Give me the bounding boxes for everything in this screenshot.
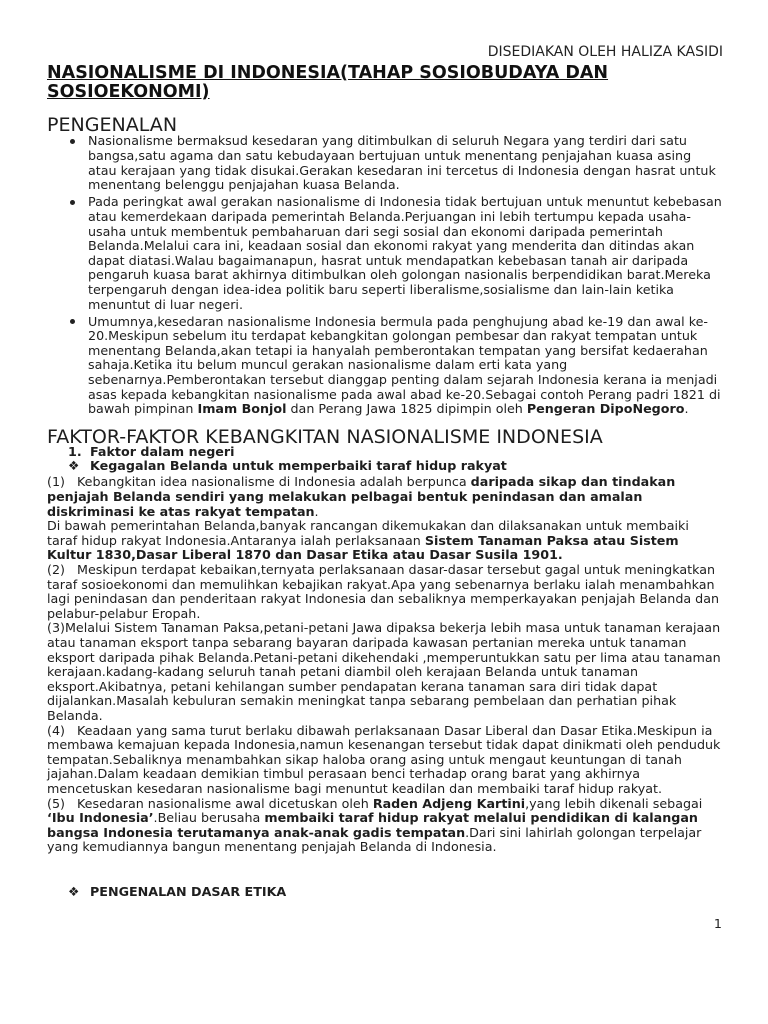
paragraph-bold-text: membaiki taraf hidup rakyat melalui pendidikan di kalangan bangsa Indonesia terutamanya anak-anak gadis tempatan	[47, 810, 698, 840]
paragraph-bold-text: daripada sikap dan tindakan penjajah Belanda sendiri yang melakukan pelbagai bentuk penindasan dan amalan diskriminasi ke atas rakyat tempatan	[47, 474, 676, 519]
paragraph-number: (4)	[47, 722, 65, 738]
factor-sub-item-label: Kegagalan Belanda untuk memperbaiki taraf hidup rakyat	[90, 458, 507, 474]
paragraph-text: .Dari sini lahirlah golongan terpelajar yang kemudiannya bangun menentang penjajah Belanda di Indonesia.	[47, 824, 702, 855]
bullet-text: Umumnya,kesedaran nasionalisme Indonesia bermula pada penghujung abad ke-19 dan awal ke-20.Meskipun sebelum itu terdapat kebangkitan golongan pembesar dan rakyat tempatan untuk menentang Belanda,akan tetapi ia hanyalah pemberontakan tempatan yang bersifat kedaerahan sahaja.Ketika itu belum muncul gerakan nasionalisme dalam erti kata yang sebenarnya.Pemberontakan tersebut dianggap penting dalam sejarah Indonesia kerana ia menjadi asas kepada kebangkitan nasionalisme pada awal abad ke-20.Sebagai contoh Perang padri 1821 di bawah pimpinan	[88, 313, 721, 417]
factor-paragraph-5	[47, 797, 723, 855]
intro-bullet-item	[88, 134, 723, 192]
section-heading-pengenalan: PENGENALAN	[47, 113, 178, 136]
paragraph-number: (5)	[47, 795, 65, 811]
section-heading-faktor: FAKTOR-FAKTOR KEBANGKITAN NASIONALISME INDONESIA	[47, 426, 603, 449]
factor-paragraph-3	[47, 621, 723, 723]
paragraph-text: Kesedaran nasionalisme awal dicetuskan oleh	[77, 795, 373, 811]
intro-bullet-item	[88, 315, 723, 417]
document-page	[47, 44, 723, 899]
intro-bullet-item	[88, 195, 723, 312]
factor-item-label: Faktor dalam negeri	[90, 443, 235, 459]
bullet-bold-text: Imam Bonjol	[197, 401, 287, 417]
bullet-dot-icon	[70, 139, 75, 144]
bullet-text: dan Perang Jawa 1825 dipimpin oleh	[286, 401, 527, 417]
paragraph-text: .Beliau berusaha	[153, 810, 265, 826]
document-title: NASIONALISME DI INDONESIA(TAHAP SOSIOBUDAYA DAN SOSIOEKONOMI)	[47, 62, 609, 102]
paragraph-number: (2)	[47, 562, 65, 577]
paragraph-number: (1)	[47, 474, 65, 490]
next-section-heading	[47, 885, 723, 900]
paragraph-text: ,yang lebih dikenali sebagai	[525, 795, 703, 811]
prepared-by-header: DISEDIAKAN OLEH HALIZA KASIDI	[487, 44, 723, 60]
page-number: 1	[713, 916, 722, 931]
intro-bullet-list	[47, 134, 723, 416]
next-section-label: PENGENALAN DASAR ETIKA	[90, 883, 287, 899]
paragraph-text: Keadaan yang sama turut berlaku dibawah perlaksanaan Dasar Liberal dan Dasar Etika.Meskipun ia membawa kemajuan kepada Indonesia,namun kesenangan tersebut tidak dapat dinikmati oleh penduduk tempatan.Sebaliknya menambahkan sikap haloba orang asing untuk mengaut keuntungan di tanah jajahan.Dalam keadaan demikian timbul perasaan benci terhadap orang barat yang akhirnya mencetuskan kesedaran nasionalisme bagi menuntut keadilan dan membaiki taraf hidup rakyat.	[47, 722, 721, 796]
paragraph-bold-text: ‘Ibu Indonesia’	[47, 810, 154, 826]
list-number: 1.	[68, 443, 82, 459]
factor-paragraph-1b	[47, 519, 723, 563]
paragraph-text: Kebangkitan idea nasionalisme di Indonesia adalah berpunca	[77, 474, 471, 490]
factor-paragraph-1	[47, 475, 723, 519]
diamond-bullet-icon: ❖	[68, 883, 80, 899]
factor-paragraph-2	[47, 563, 723, 621]
paragraph-bold-text: Sistem Tanaman Paksa atau Sistem Kultur 1830,Dasar Liberal 1870 dan Dasar Etika atau Dasar Susila 1901.	[47, 532, 679, 563]
paragraph-text: Di bawah pemerintahan Belanda,banyak rancangan dikemukakan dan dilaksanakan untuk membaiki taraf hidup rakyat Indonesia.Antaranya ialah perlaksanaan	[47, 518, 689, 548]
bullet-dot-icon	[70, 319, 75, 324]
paragraph-text: Meskipun terdapat kebaikan,ternyata perlaksanaan dasar-dasar tersebut gagal untuk meningkatkan taraf sosioekonomi dan memulihkan kebajikan rakyat.Apa yang sebenarnya berlaku ialah menambahkan lagi penindasan dan penderitaan rakyat Indonesia dan sebaliknya memperkayakan penjajah Belanda dan pelabur-pelabur Eropah.	[47, 562, 720, 621]
paragraph-bold-text: Raden Adjeng Kartini	[372, 795, 526, 811]
paragraph-text: (3)Melalui Sistem Tanaman Paksa,petani-petani Jawa dipaksa bekerja lebih masa untuk tanaman kerajaan atau tanaman eksport tanpa sebarang bayaran daripada kawasan pertanian mereka untuk tanaman eksport daripada pihak Belanda.Petani-petani dikehendaki ,memperuntukkan satu per lima atau tanaman kerajaan.kadang-kadang seluruh tanah petani diambil oleh kerajaan Belanda untuk tanaman eksport.Akibatnya, petani kehilangan sumber pendapatan kerana tanaman sara diri tidak dapat dijalankan.Masalah kebuluran semakin meningkat tanpa sebarang pembelaan dan perhatian pihak Belanda.	[47, 620, 721, 723]
factor-sub-item	[47, 459, 723, 474]
factor-paragraph-4	[47, 724, 723, 797]
bullet-text: Nasionalisme bermaksud kesedaran yang ditimbulkan di seluruh Negara yang terdiri dari satu bangsa,satu agama dan satu kebudayaan bertujuan untuk menentang penjajahan kuasa asing atau kerajaan yang tidak disukai.Gerakan kesedaran ini tercetus di Indonesia dengan hasrat untuk menentang belenggu penjajahan kuasa Belanda.	[88, 133, 716, 193]
paragraph-text: .	[314, 503, 319, 519]
bullet-text: Pada peringkat awal gerakan nasionalisme di Indonesia tidak bertujuan untuk menuntut kebebasan atau kemerdekaan daripada pemerintah Belanda.Perjuangan ini lebih tertumpu kepada usaha-usaha untuk membentuk pembaharuan dari segi sosial dan ekonomi daripada pemerintah Belanda.Melalui cara ini, keadaan sosial dan ekonomi rakyat yang menderita dan ditindas akan dapat diatasi.Walau bagaimanapun, hasrat untuk mendapatkan kebebasan tanah air daripada pengaruh kuasa barat akhirnya ditimbulkan oleh golongan nasionalis berpendidikan barat.Mereka terpengaruh dengan idea-idea politik baru seperti liberalisme,sosialisme dan lain-lain ketika menuntut di luar negeri.	[88, 194, 722, 312]
factor-item-1	[47, 445, 723, 460]
diamond-bullet-icon: ❖	[68, 458, 80, 474]
bullet-dot-icon	[70, 200, 75, 205]
bullet-bold-text: Pengeran DipoNegoro	[526, 401, 685, 417]
bullet-text: .	[684, 401, 689, 417]
